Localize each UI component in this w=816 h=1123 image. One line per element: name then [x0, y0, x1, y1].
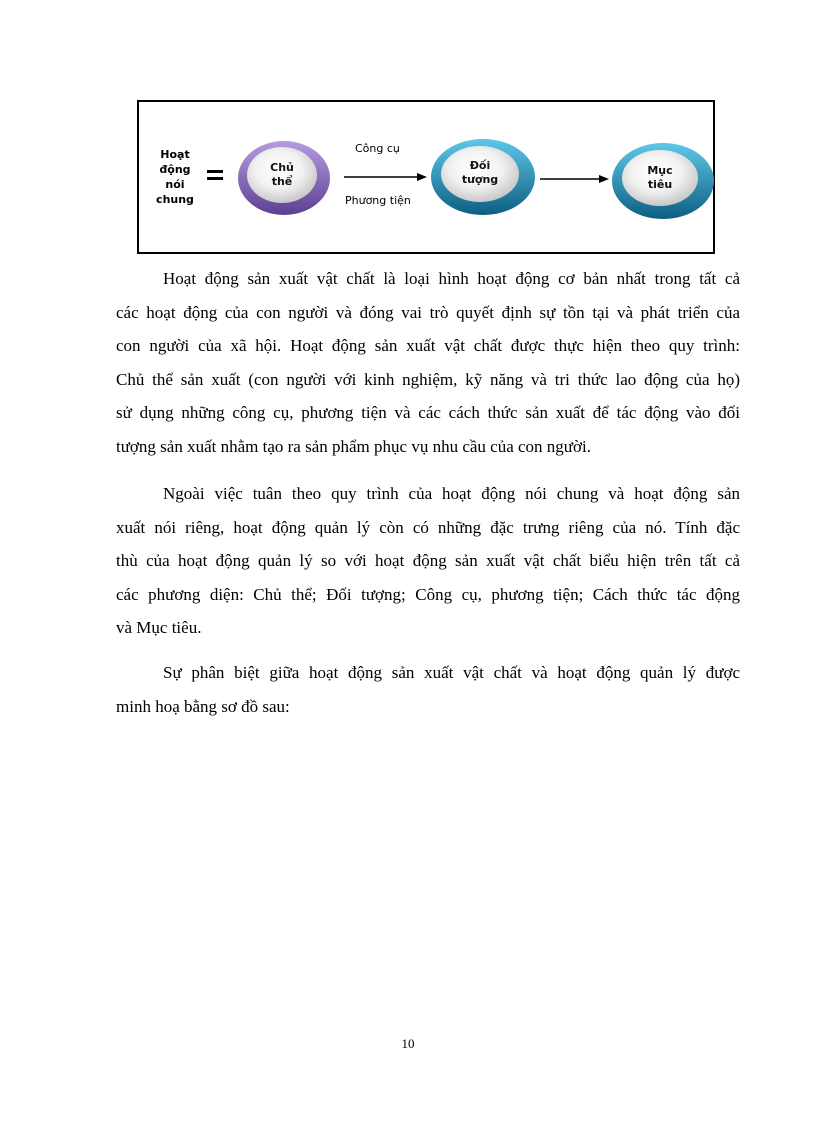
- text-line: thù của hoạt động quản lý so với hoạt động sản xuất vật chất biểu hiện trên tất cả: [116, 551, 740, 570]
- node-chu-the-label: [247, 161, 317, 189]
- node-label-line: tượng: [461, 173, 499, 186]
- left-label-line: động: [159, 163, 191, 176]
- text-line: sử dụng những công cụ, phương tiện và các cách thức sản xuất để tác động vào đối: [116, 403, 740, 422]
- node-label-line: Chủ: [270, 161, 294, 174]
- text-line: xuất nói riêng, hoạt động quản lý còn có những đặc trưng riêng của nó. Tính đặc: [116, 517, 740, 537]
- paragraph-2: [116, 477, 740, 645]
- node-label-line: thể: [271, 175, 293, 188]
- node-label-line: Đối: [469, 159, 491, 172]
- left-label-line: Hoạt: [160, 148, 190, 161]
- text-line: các phương diện: Chủ thể; Đối tượng; Công cụ, phương tiện; Cách thức tác động: [116, 584, 740, 604]
- text-line: Hoạt động sản xuất vật chất là loại hình hoạt động cơ bản nhất trong tất cả: [163, 269, 740, 288]
- node-label-line: tiêu: [647, 178, 673, 191]
- text-line: Chủ thể sản xuất (con người với kinh nghiệm, kỹ năng và tri thức lao động của họ): [116, 369, 740, 389]
- arrow-top-label: Công cụ: [355, 142, 400, 155]
- paragraph-1: [116, 262, 740, 463]
- arrow-bottom-label: Phương tiện: [345, 194, 411, 207]
- arrow-chu-the-to-doi-tuong: [344, 173, 427, 181]
- text-line: minh hoạ bằng sơ đồ sau:: [116, 696, 290, 716]
- text-line: Ngoài việc tuân theo quy trình của hoạt động nói chung và hoạt động sản: [163, 484, 740, 503]
- page-number: 10: [401, 1036, 415, 1051]
- text-line: Sự phân biệt giữa hoạt động sản xuất vật chất và hoạt động quản lý được: [163, 663, 740, 682]
- node-doi-tuong-label: [445, 159, 515, 187]
- left-label-line: chung: [156, 193, 194, 206]
- paragraph-3: [116, 656, 740, 723]
- node-muc-tieu-label: [625, 164, 695, 192]
- text-line: các hoạt động của con người và đóng vai trò quyết định sự tồn tại và phát triển của: [116, 302, 740, 322]
- activity-diagram: [137, 100, 715, 254]
- left-label: [149, 147, 201, 207]
- left-label-line: nói: [165, 178, 185, 191]
- equals-sign: [207, 166, 229, 182]
- text-line: con người của xã hội. Hoạt động sản xuất vật chất được thực hiện theo quy trình:: [116, 336, 740, 355]
- text-line: tượng sản xuất nhằm tạo ra sản phẩm phục vụ nhu cầu của con người.: [116, 436, 591, 456]
- text-line: và Mục tiêu.: [116, 618, 202, 637]
- node-label-line: Mục: [647, 164, 673, 177]
- arrow-doi-tuong-to-muc-tieu: [540, 175, 609, 183]
